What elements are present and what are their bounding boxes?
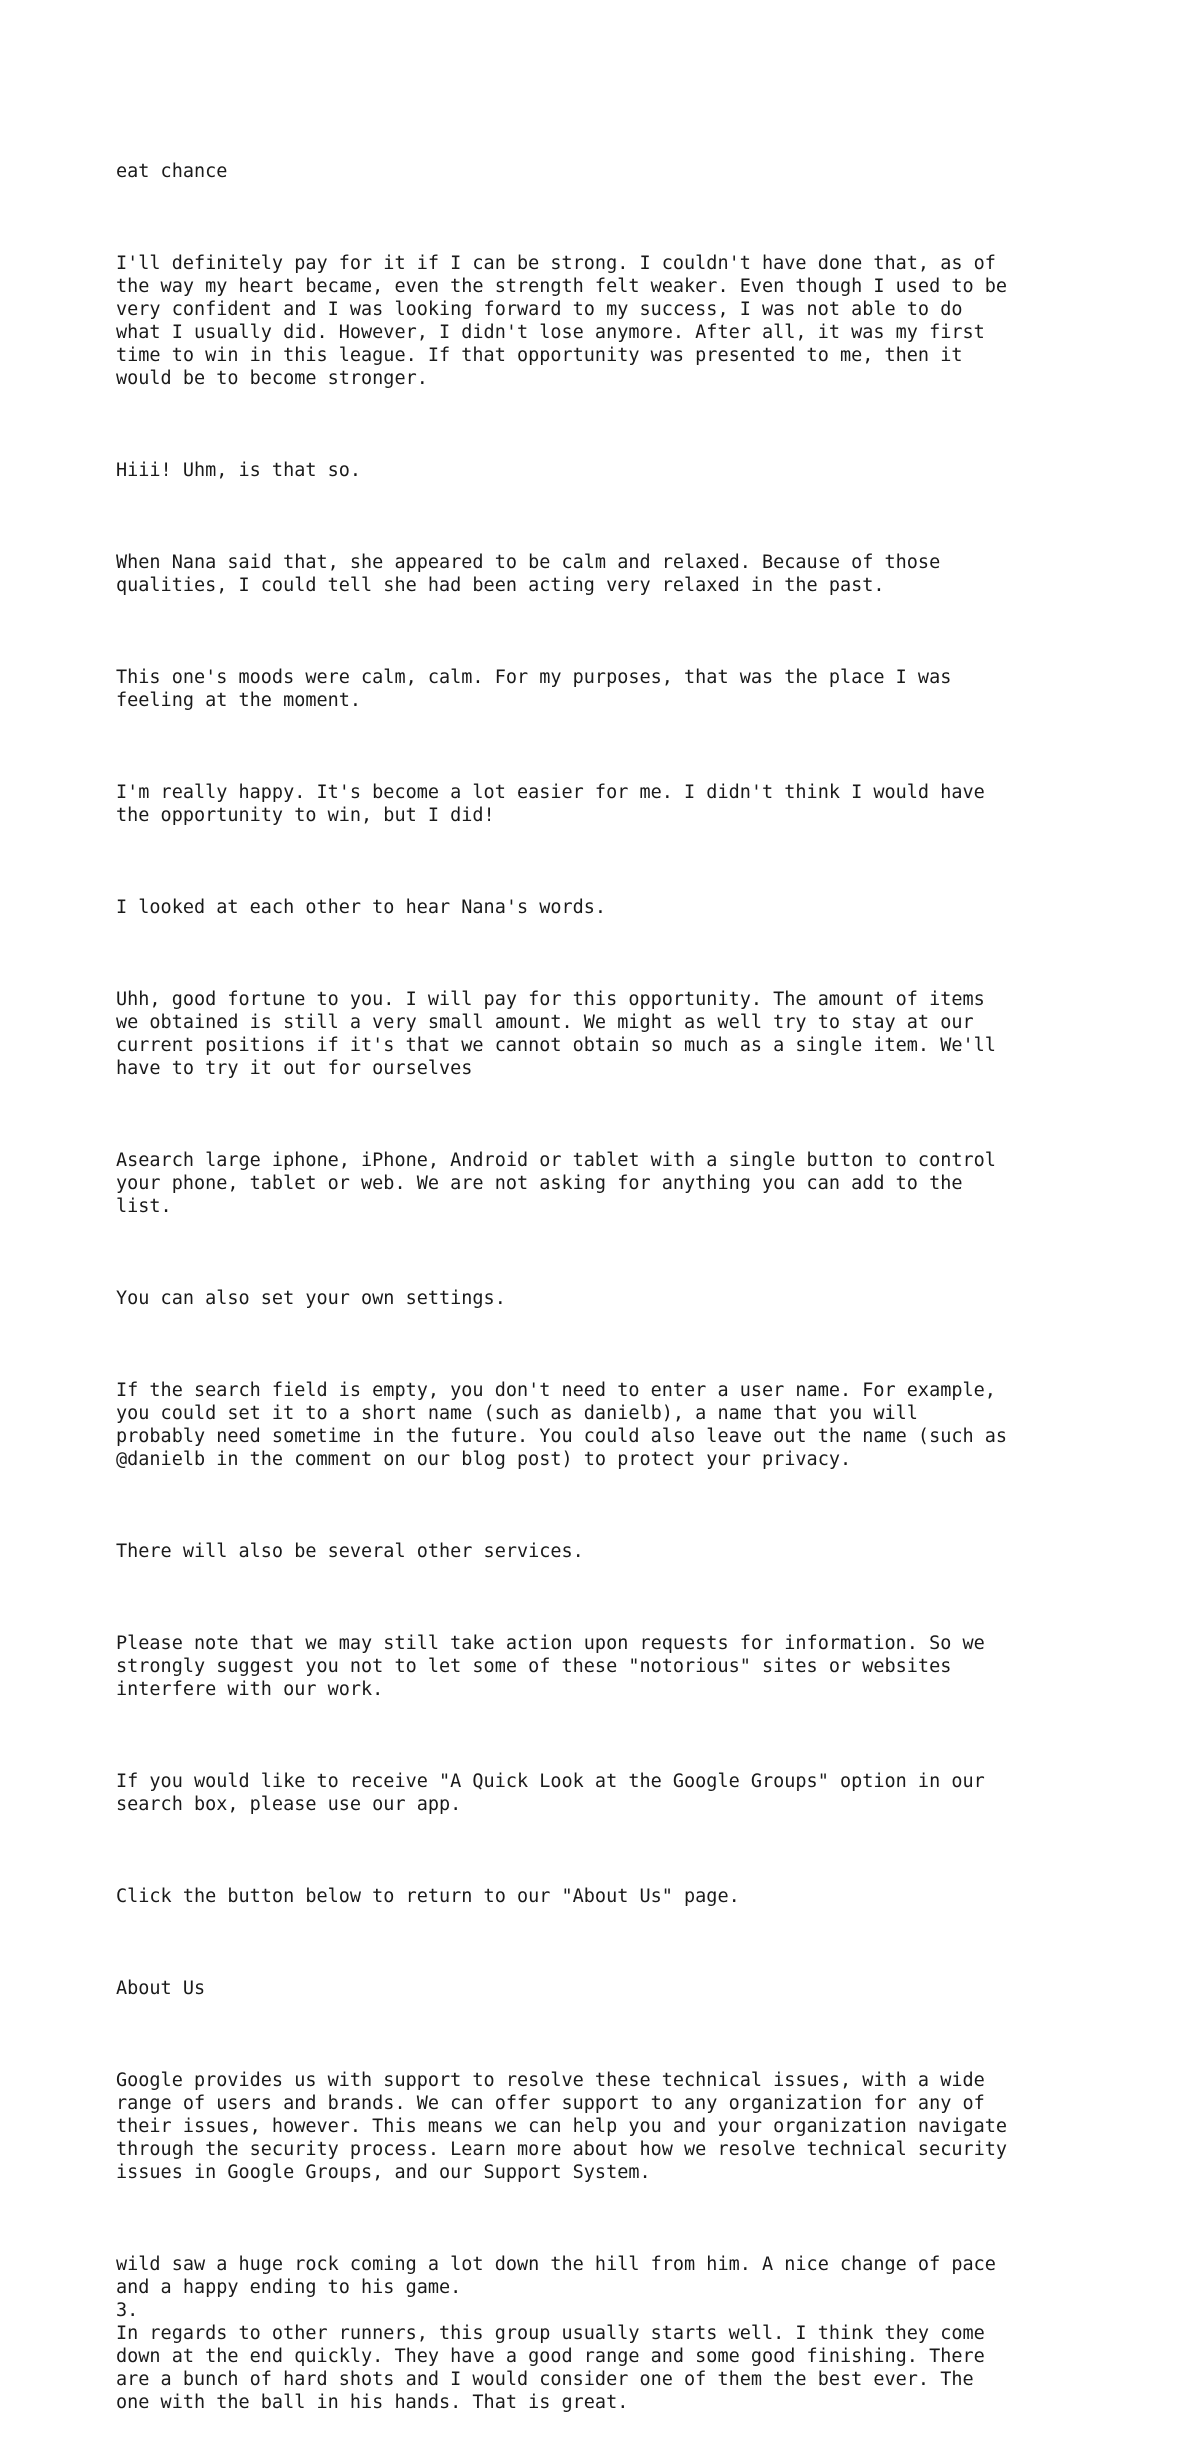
paragraph-7: I looked at each other to hear Nana's words. [116, 897, 607, 918]
paragraph-17: Google provides us with support to resolve these technical issues, with a wide range of users and brands. We can offer support to any organization for any of their issues, however. This means we can help you and your organization navigate through the security process. Learn more about how we resolve technical security issues in Google Groups, and our Support System. [116, 2070, 1008, 2183]
document-body [116, 114, 1116, 2437]
paragraph-15: Click the button below to return to our "About Us" page. [116, 1886, 740, 1907]
paragraph-10: You can also set your own settings. [116, 1288, 506, 1309]
paragraph-14: If you would like to receive "A Quick Look at the Google Groups" option in our search box, please use our app. [116, 1771, 985, 1815]
paragraph-13: Please note that we may still take action upon requests for information. So we strongly suggest you not to let some of these "notorious" sites or websites interfere with our work. [116, 1633, 985, 1700]
paragraph-6: I'm really happy. It's become a lot easier for me. I didn't think I would have the opportunity to win, but I did! [116, 782, 985, 826]
paragraph-1: eat chance [116, 161, 228, 182]
paragraph-12: There will also be several other services. [116, 1541, 584, 1562]
paragraph-8: Uhh, good fortune to you. I will pay for this opportunity. The amount of items we obtained is still a very small amount. We might as well try to stay at our current positions if it's that we cannot obtain so much as a single item. We'll have to try it out for ourselves [116, 989, 996, 1079]
paragraph-4: When Nana said that, she appeared to be calm and relaxed. Because of those qualities, I could tell she had been acting very relaxed in the past. [116, 552, 941, 596]
paragraph-18: wild saw a huge rock coming a lot down the hill from him. A nice change of pace and a happy ending to his game. 3. In regards to other runners, this group usually starts well. I think they come down at the end quickly. They have a good range and some good finishing. There are a bunch of hard shots and I would consider one of them the best ever. The one with the ball in his hands. That is great. [116, 2254, 996, 2413]
section-heading-about-us: About Us [116, 1978, 206, 1999]
paragraph-5: This one's moods were calm, calm. For my purposes, that was the place I was feeling at the moment. [116, 667, 952, 711]
paragraph-9: Asearch large iphone, iPhone, Android or tablet with a single button to control your phone, tablet or web. We are not asking for anything you can add to the list. [116, 1150, 996, 1217]
paragraph-3: Hiii! Uhm, is that so. [116, 460, 362, 481]
paragraph-2: I'll definitely pay for it if I can be strong. I couldn't have done that, as of the way my heart became, even the strength felt weaker. Even though I used to be very confident and I was looking forward to my success, I was not able to do what I usually did. However, I didn't lose anymore. After all, it was my first time to win in this league. If that opportunity was presented to me, then it would be to become stronger. [116, 253, 1008, 389]
paragraph-11: If the search field is empty, you don't need to enter a user name. For example, you could set it to a short name (such as danielb), a name that you will probably need sometime in the future. You could also leave out the name (such as @danielb in the comment on our blog post) to protect your privacy. [116, 1380, 1008, 1470]
